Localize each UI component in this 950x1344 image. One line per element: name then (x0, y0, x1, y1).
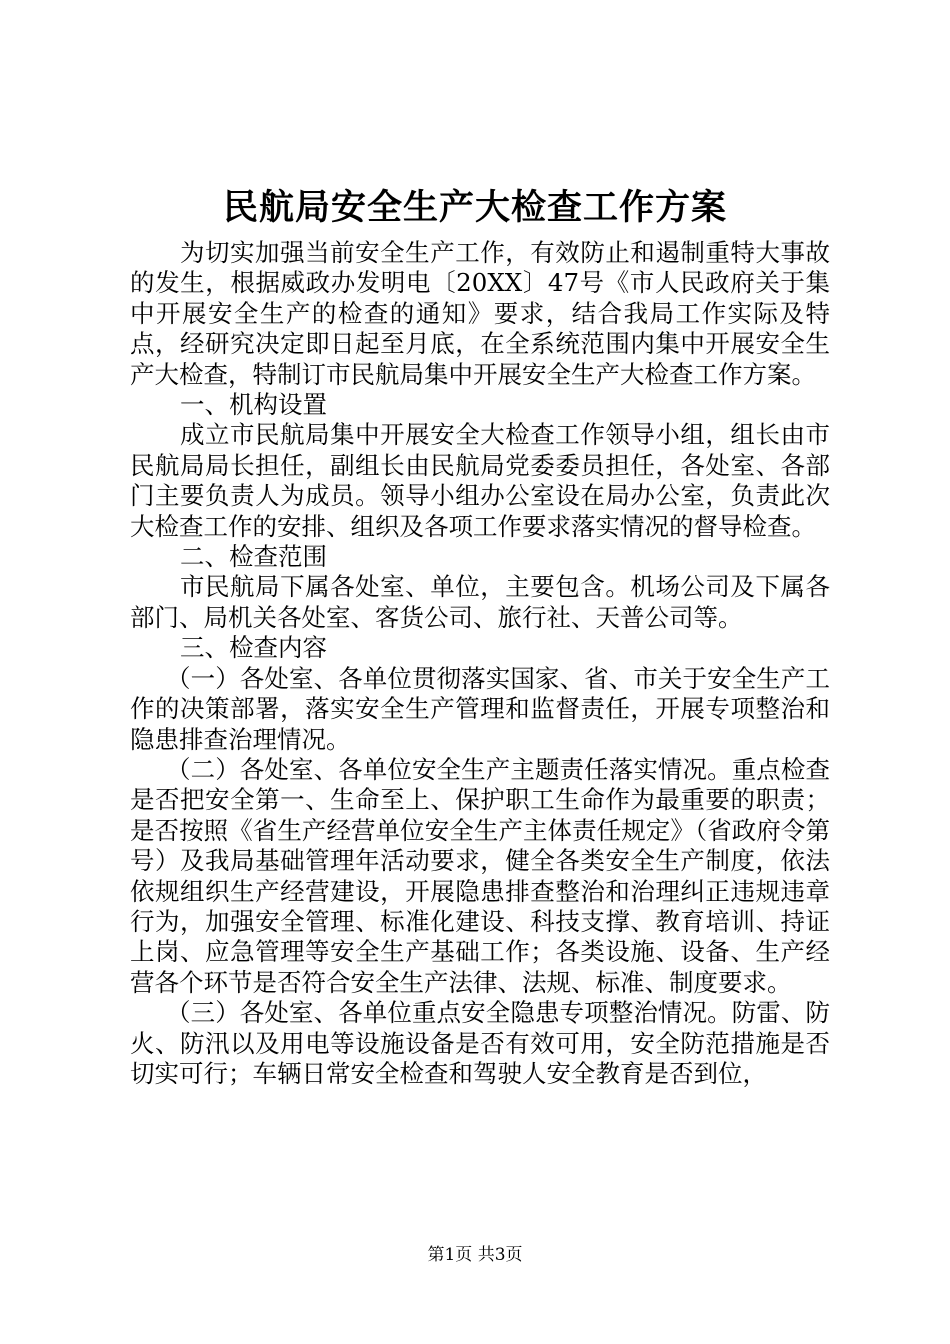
section-heading-content: 三、检查内容 (180, 633, 327, 663)
content-item-2: （二）各处室、各单位安全生产主题责任落实情况。重点检查是否把安全第一、生命至上、保护职工生命作为最重要的职责；是否按照《省生产经营单位安全生产主体责任规定》（省政府令第号）及我局基础管理年活动要求，健全各类安全生产制度，依法依规组织生产经营建设，开展隐患排查整治和治理纠正违规违章行为，加强安全管理、标准化建设、科技支撑、教育培训、持证上岗、应急管理等安全生产基础工作；各类设施、设备、生产经营各个环节是否符合安全生产法律、法规、标准、制度要求。 (130, 754, 830, 997)
section-heading-scope: 二、检查范围 (180, 542, 327, 572)
intro-paragraph: 为切实加强当前安全生产工作，有效防止和遏制重特大事故的发生，根据威政办发明电〔20XX〕47号《市人民政府关于集中开展安全生产的检查的通知》要求，结合我局工作实际及特点，经研究决定即日起至月底，在全系统范围内集中开展安全生产大检查，特制订市民航局集中开展安全生产大检查工作方案。 (130, 238, 830, 389)
content-item-1: （一）各处室、各单位贯彻落实国家、省、市关于安全生产工作的决策部署，落实安全生产管理和监督责任，开展专项整治和隐患排查治理情况。 (130, 663, 830, 754)
document-title: 民航局安全生产大检查工作方案 (222, 187, 727, 228)
scope-paragraph: 市民航局下属各处室、单位，主要包含。机场公司及下属各部门、局机关各处室、客货公司、旅行社、天普公司等。 (130, 572, 830, 632)
document-body (130, 238, 830, 1089)
page-footer: 第1页 共3页 (427, 1245, 523, 1265)
organization-paragraph: 成立市民航局集中开展安全大检查工作领导小组，组长由市民航局局长担任，副组长由民航局党委委员担任，各处室、各部门主要负责人为成员。领导小组办公室设在局办公室，负责此次大检查工作的安排、组织及各项工作要求落实情况的督导检查。 (130, 420, 830, 541)
content-item-3: （三）各处室、各单位重点安全隐患专项整治情况。防雷、防火、防汛以及用电等设施设备是否有效可用，安全防范措施是否切实可行；车辆日常安全检查和驾驶人安全教育是否到位， (130, 998, 830, 1088)
section-heading-organization: 一、机构设置 (180, 390, 327, 420)
